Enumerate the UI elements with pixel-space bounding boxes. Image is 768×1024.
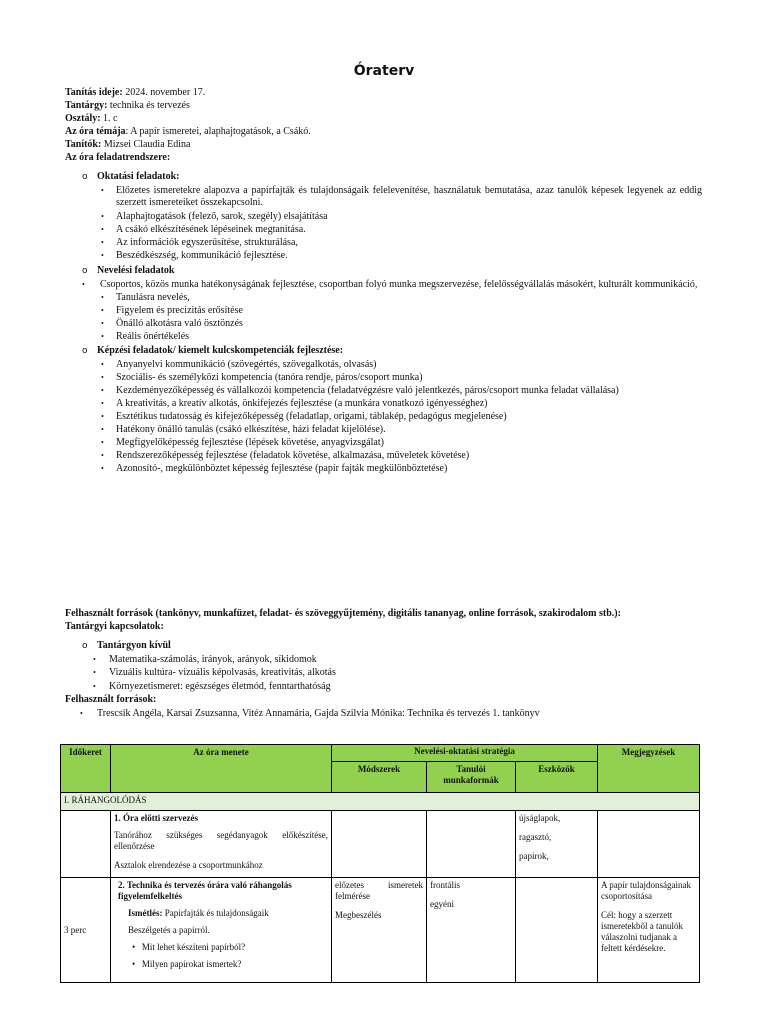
bullet: • [101,332,104,341]
outside-subject-item-3: Környezetismeret: egészséges életmód, fenntarthatóság [109,681,331,692]
kepzesi-item-2: Szociális- és személyközi kompetencia (tanóra rendje, páros/csoport munka) [116,372,423,383]
oktatasi-item-5: Beszédkészség, kommunikáció fejlesztése. [116,250,288,261]
outside-subject-item-1: Matematika-számolás, irányok, arányok, síkidomok [109,654,317,665]
bullet: • [101,464,104,473]
bullet: • [101,451,104,460]
oktatasi-item-2: Alaphajtogatások (felező, sarok, szegély) elsajátítása [116,211,328,222]
kepzesi-item-1: Anyanyelvi kommunikáció (szövegértés, szövegalkotás, olvasás) [116,359,377,370]
row2-text: Beszélgetés a papírról. [128,925,210,935]
col-header-process: Az óra menete [111,745,332,793]
bullet: • [101,212,104,221]
bullet: • [82,280,85,289]
row1-notes [598,811,700,878]
note-item: A papír tulajdonságainak csoportosítása [601,880,691,901]
row2-notes [598,878,700,983]
row1-title: 1. Óra előtti szervezés [114,813,198,823]
col-header-tools: Eszközök [516,762,598,793]
note-item: Cél: hogy a szerzett ismeretekből a tanulók válaszolni tudjanak a feltett kérdésekre. [601,910,683,953]
col-header-methods: Módszerek [332,762,427,793]
oktatasi-heading: Oktatási feladatok: [97,171,180,182]
bullet: • [101,306,104,315]
info-teachers: Tanítók: Mizsei Claudia Edina [65,139,191,150]
sources-heading: Felhasznált források (tankönyv, munkafüzet, feladat- és szöveggyűjtemény, digitális tananyag, online források, szakirodalom stb.): [65,608,621,619]
circle-bullet: o [82,172,88,182]
kepzesi-item-7: Megfigyelőképesség fejlesztése (lépések követése, anyagvizsgálat) [116,437,384,448]
section-row [61,793,700,811]
bullet: • [101,373,104,382]
nevelesi-item-1: Tanulásra nevelés, [116,292,190,303]
bullet: • [101,360,104,369]
bullet: • [80,709,83,718]
row1-methods [332,811,427,878]
bullet: • [101,225,104,234]
method-item: előzetes ismeretek felmérése [335,880,423,901]
row1-tools [516,811,598,878]
info-tasks-heading: Az óra feladatrendszere: [65,152,171,163]
row1-workforms [427,811,516,878]
method-item: Megbeszélés [335,910,382,920]
bullet: • [101,399,104,408]
document-title: Óraterv [353,63,415,79]
row1-text-2: Asztalok elrendezése a csoportmunkához [114,860,263,870]
row1-time [61,811,111,878]
nevelesi-heading: Nevelési feladatok [97,265,175,276]
row2-title: 2. Technika és tervezés órára való ráhangolás figyelemfelkeltés [118,880,292,901]
kepzesi-item-3: Kezdeményezőképesség és vállalkozói kompetencia (feladatvégzésre való jelentkezés, páros/csoport munka feladat vállalása) [116,385,619,396]
nevelesi-item-2: Figyelem és precizitás erősítése [116,305,243,316]
info-class: Osztály: 1. c [65,113,118,124]
bullet: • [101,425,104,434]
bullet: • [101,186,104,195]
circle-bullet: o [82,346,88,356]
info-subject: Tantárgy: technika és tervezés [65,100,190,111]
kepzesi-item-8: Rendszerezőképesség fejlesztése (feladatok követése, alkalmazása, műveletek követése) [116,450,470,461]
bullet: • [93,668,96,677]
nevelesi-item-4: Reális önértékelés [116,331,190,342]
kepzesi-item-4: A kreativitás, a kreatív alkotás, önkifejezés fejlesztése (a munkára vonatkozó igényességhez) [116,398,488,409]
info-topic: Az óra témája: A papír ismeretei, alaphajtogatások, a Csákó. [65,126,311,137]
kepzesi-item-9: Azonosító-, megkülönböztet képesség fejlesztése (papír fajták megkülönböztetése) [116,463,448,474]
outside-subject-item-2: Vizuális kultúra- vizuális képolvasás, kreativitás, alkotás [109,667,336,678]
workform-item: egyéni [430,899,454,909]
bullet: • [101,386,104,395]
tool-item: újságlapok, [519,813,561,823]
tool-item: ragasztó, [519,832,552,842]
bullet: • [93,655,96,664]
row2-methods [332,878,427,983]
used-sources-heading: Felhasznált források: [65,694,157,705]
row2-question-1: • Mit lehet készíteni papírból? [132,942,246,952]
nevelesi-item-3: Önálló alkotásra való ösztönzés [116,318,243,329]
row2-review: Ismétlés: Papírfajták és tulajdonságaik [128,908,269,918]
table-row [61,878,700,983]
oktatasi-item-3: A csákó elkészítésének lépéseinek megtanítása. [116,224,306,235]
bullet: • [101,293,104,302]
lesson-table [60,744,700,983]
info-date: Tanítás ideje: 2024. november 17. [65,87,206,98]
row1-process [111,811,332,878]
col-header-workforms: Tanulói munkaformák [427,762,516,793]
workform-item: frontális [430,880,460,890]
row2-workforms [427,878,516,983]
kepzesi-heading: Képzési feladatok/ kiemelt kulcskompetenciák fejlesztése: [97,345,344,356]
circle-bullet: o [82,266,88,276]
row1-text-1: Tanórához szükséges segédanyagok előkészítése, ellenőrzése [114,830,328,851]
row2-tools [516,878,598,983]
bullet: • [101,412,104,421]
bullet: • [101,438,104,447]
nevelesi-lead: Csoportos, közös munka hatékonyságának fejlesztése, csoportban folyó munka megszervezése, felelősségvállalás másokért, kulturált kommunikáció, [100,279,698,290]
col-header-strategy: Nevelési-oktatási stratégia [332,745,598,762]
bullet: • [101,238,104,247]
kepzesi-item-6: Hatékony önálló tanulás (csákó elkészítése, házi feladat kijelölése). [116,424,386,435]
subject-connections-heading: Tantárgyi kapcsolatok: [65,621,164,632]
tool-item: papírok, [519,851,549,861]
kepzesi-item-5: Esztétikus tudatosság és kifejezőképesség (feladatlap, origami, táblakép, pedagógus megjelenése) [116,411,507,422]
row2-time: 3 perc [61,878,111,983]
section-title: I. RÁHANGOLÓDÁS [61,793,700,811]
used-source-item-1: Trescsik Angéla, Karsai Zsuzsanna, Vitéz Annamária, Gajda Szilvia Mónika: Technika és tervezés 1. tankönyv [97,708,540,719]
col-header-time: Időkeret [61,745,111,793]
circle-bullet: o [82,641,88,651]
bullet: • [101,251,104,260]
outside-subject-heading: Tantárgyon kívül [97,640,171,651]
row2-process [111,878,332,983]
table-header-row [61,745,700,762]
row2-question-2: • Milyen papírokat ismertek? [132,959,242,969]
table-row [61,811,700,878]
col-header-notes: Megjegyzések [598,745,700,793]
bullet: • [101,319,104,328]
bullet: • [93,682,96,691]
oktatasi-item-1: Előzetes ismeretekre alapozva a papírfajták és tulajdonságaik felelevenítése, használatuk bemutatása, azaz tanulók képesek legyenek az eddig szerzett ismereteiket összekapcsolni. [116,185,702,208]
oktatasi-item-4: Az információk egyszerűsítése, strukturálása, [116,237,298,248]
